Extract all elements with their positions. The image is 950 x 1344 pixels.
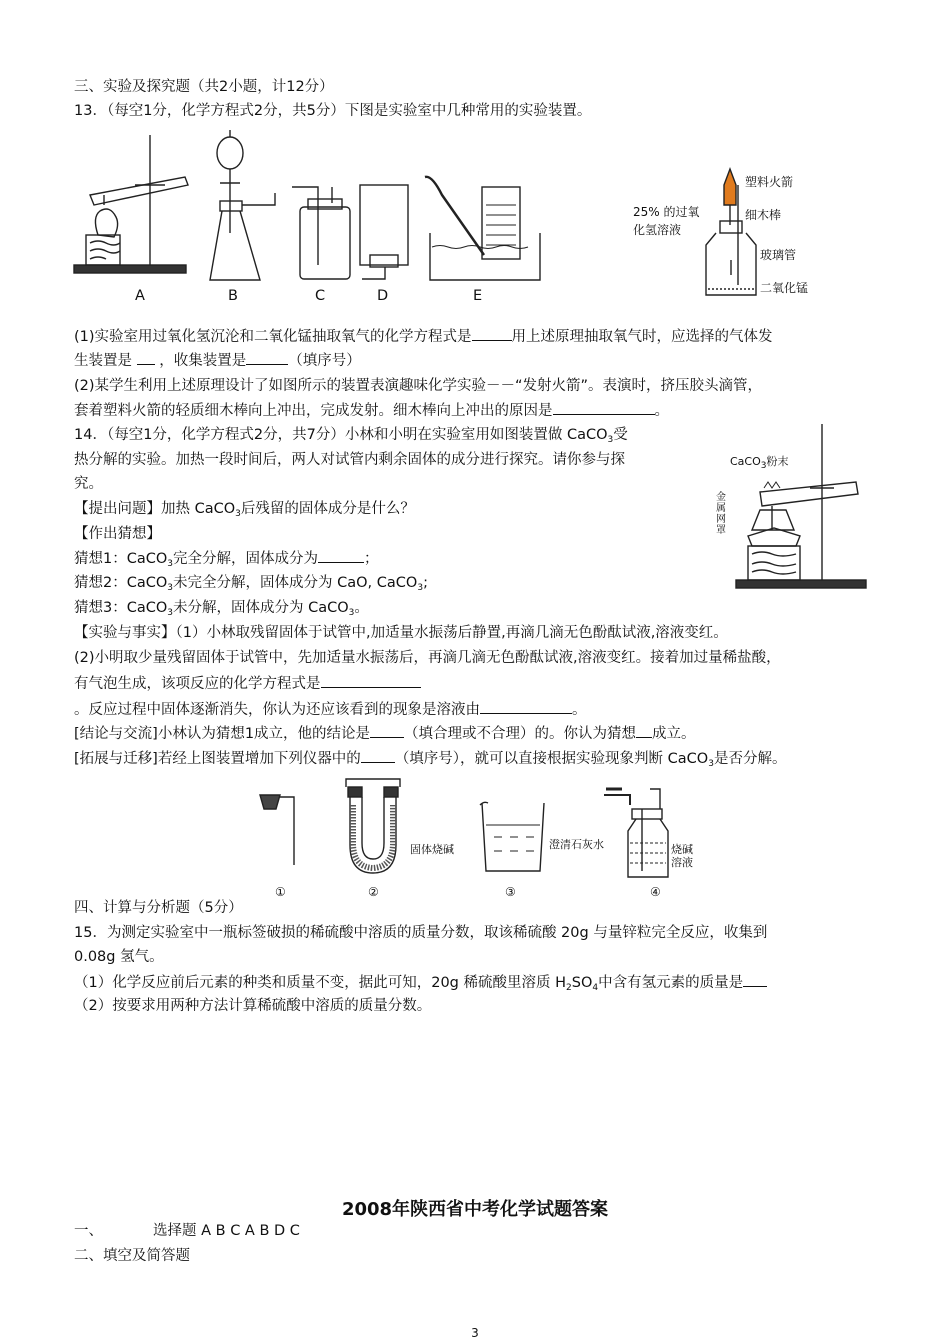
q14-question-a: 【提出问题】加热 CaCO — [74, 501, 236, 517]
q13-part2-line1: (2)某学生利用上述原理设计了如图所示的装置表演趣味化学实验－－“发射火箭”。表演时，挤压胶头滴管， — [74, 378, 763, 394]
h2-c: ; — [423, 575, 428, 591]
h2o2-label-1: 25% 的过氧 — [633, 205, 700, 219]
q14-intro-line3: 究。 — [74, 476, 103, 492]
answer-blank[interactable] — [318, 548, 364, 563]
concl-c: 成立。 — [652, 726, 696, 742]
instrument-label-1: ① — [275, 885, 286, 899]
h2-a: 猜想2：CaCO — [74, 575, 168, 591]
instrument-label-3: ③ — [505, 885, 516, 899]
q13-part1-line1 — [74, 326, 773, 347]
q14-question-b: 后残留的固体成分是什么？ — [240, 501, 415, 517]
answer-blank[interactable] — [321, 673, 421, 688]
apparatus-label-a: A — [135, 288, 145, 304]
q14-fact-4 — [74, 699, 587, 720]
caco3-heating-figure — [730, 420, 875, 590]
q15-line1: 15．为测定实验室中一瓶标签破损的稀硫酸中溶质的质量分数，取该稀硫酸 20g 与量锌粒完全反应，收集到 — [74, 925, 768, 941]
q13-p2-c: 。 — [654, 403, 669, 419]
q13-p1-c: 生装置是 — [74, 353, 132, 369]
answer-blank[interactable] — [246, 350, 288, 365]
naoh-label-2: 溶液 — [671, 856, 693, 869]
concl-b: （填合理或不合理）的。你认为猜想 — [404, 726, 637, 742]
q14-intro-a: 14．（每空1分，化学方程式2分，共7分）小林和小明在实验室用如图装置做 CaCO — [74, 427, 608, 443]
q13-p1-e: （填序号） — [288, 353, 361, 369]
answers-line1 — [74, 1221, 300, 1241]
fig-powder: 粉末 — [766, 455, 789, 468]
fig-caco3: CaCO — [730, 455, 761, 468]
h1-a: 猜想1：CaCO — [74, 551, 168, 567]
q13-part2-line2 — [74, 400, 669, 421]
ext-a: [拓展与迁移]若经上图装置增加下列仪器中的 — [74, 751, 361, 767]
soda-lime-label: 固体烧碱 — [410, 843, 454, 856]
q13-p1-a: (1)实验室用过氧化氢沉沦和二氧化锰抽取氧气的化学方程式是 — [74, 329, 472, 345]
q14-fact-1: 【实验与事实】（1）小林取残留固体于试管中,加适量水振荡后静置,再滴几滴无色酚酞试液,溶液变红。 — [74, 625, 728, 641]
q13-p2-b: 套着塑料火箭的轻质细木棒向上冲出，完成发射。细木棒向上冲出的原因是 — [74, 403, 553, 419]
apparatus-label-d: D — [377, 288, 389, 304]
apparatus-figure-a-e — [70, 125, 550, 310]
q15-1b: SO — [571, 975, 593, 991]
answer-blank[interactable] — [472, 326, 512, 341]
fact4-b: 。 — [572, 702, 587, 718]
answers-line1-b: 选择题 A B C A B D C — [153, 1223, 300, 1239]
fig-gauze-label: 金属网罩 — [716, 492, 726, 536]
apparatus-label-c: C — [315, 288, 326, 304]
instrument-label-4: ④ — [650, 885, 661, 899]
instruments-figure — [250, 775, 690, 885]
answer-blank[interactable] — [553, 400, 655, 415]
answers-line2: 二、填空及简答题 — [74, 1248, 190, 1264]
q15-1a: （1）化学反应前后元素的种类和质量不变，据此可知，20g 稀硫酸里溶质 H — [74, 975, 566, 991]
ext-c: 是否分解。 — [713, 751, 787, 767]
rocket-label: 塑料火箭 — [745, 175, 794, 189]
answer-blank[interactable] — [361, 748, 395, 763]
q14-intro-a2: 受 — [613, 427, 628, 443]
q14-hypothesis-heading: 【作出猜想】 — [74, 526, 161, 542]
q15-part1: （1）化学反应前后元素的种类和质量不变，据此可知，20g 稀硫酸里溶质 $H_2SO_4$中含有氢元素的质量是 — [74, 972, 767, 993]
section3-heading: 三、实验及探究题（共2小题，计12分） — [74, 79, 334, 95]
q14-hypothesis-3: 猜想3：CaCO$_3$未分解，固体成分为 CaCO$_3$。 — [74, 600, 369, 618]
h2-b: 未完全分解，固体成分为 CaO, CaCO — [173, 575, 418, 591]
fact3-text: 有气泡生成，该项反应的化学方程式是 — [74, 676, 321, 692]
concl-a: [结论与交流]小林认为猜想1成立，他的结论是 — [74, 726, 371, 742]
q14-fact-3 — [74, 673, 421, 694]
lime-water-label: 澄清石灰水 — [549, 838, 604, 851]
h3-a: 猜想3：CaCO — [74, 600, 168, 616]
q13-part1-line2 — [74, 350, 361, 371]
q13-p1-d: ，收集装置是 — [159, 353, 247, 369]
stick-label: 细木棒 — [745, 208, 782, 222]
instrument-label-2: ② — [368, 885, 379, 899]
q15-line2: 0.08g 氢气。 — [74, 949, 164, 965]
h3-c: 。 — [354, 600, 369, 616]
q13-intro: 13．（每空1分，化学方程式2分，共5分）下图是实验室中几种常用的实验装置。 — [74, 103, 592, 119]
section4-heading: 四、计算与分析题（5分） — [74, 900, 243, 916]
q14-hypothesis-1: 猜想1：CaCO$_3$完全分解，固体成分为 ； — [74, 548, 379, 569]
q14-extension: [拓展与迁移]若经上图装置增加下列仪器中的 （填序号），就可以直接根据实验现象判断 CaCO$_3$是否分解。 — [74, 748, 786, 769]
answer-blank[interactable] — [636, 723, 652, 738]
ext-b: （填序号），就可以直接根据实验现象判断 CaCO — [394, 751, 709, 767]
glass-tube-label: 玻璃管 — [760, 248, 797, 262]
q14-hypothesis-2: 猜想2：CaCO$_3$未完全分解，固体成分为 CaO, CaCO$_3$; — [74, 575, 428, 593]
apparatus-label-b: B — [228, 288, 238, 304]
answer-blank[interactable] — [480, 699, 572, 714]
q15-part2: （2）按要求用两种方法计算稀硫酸中溶质的质量分数。 — [74, 998, 432, 1014]
naoh-label-1: 烧碱 — [671, 843, 693, 856]
q15-1c: 中含有氢元素的质量是 — [598, 975, 744, 991]
answer-blank[interactable] — [743, 972, 767, 987]
mno2-label: 二氧化锰 — [760, 281, 809, 295]
q14-question: 【提出问题】加热 CaCO$_3$后残留的固体成分是什么？ — [74, 501, 415, 519]
h2o2-label-2: 化氢溶液 — [633, 223, 682, 237]
h1-b: 完全分解，固体成分为 — [173, 551, 319, 567]
answer-blank[interactable] — [370, 723, 404, 738]
page-number: 3 — [471, 1326, 479, 1340]
answers-line1-a: 一、 — [74, 1223, 103, 1239]
h3-b: 未分解，固体成分为 CaCO — [173, 600, 349, 616]
q14-conclusion — [74, 723, 696, 744]
q14-intro-line1: 14．（每空1分，化学方程式2分，共7分）小林和小明在实验室用如图装置做 CaCO$_3$受 — [74, 427, 628, 445]
q14-intro-line2: 热分解的实验。加热一段时间后，两人对试管内剩余固体的成分进行探究。请你参与探 — [74, 452, 625, 468]
fact4-a: 。反应过程中固体逐渐消失，你认为还应该看到的现象是溶液由 — [74, 702, 480, 718]
answers-title: 2008年陕西省中考化学试题答案 — [341, 1199, 609, 1220]
apparatus-label-e: E — [473, 288, 483, 304]
h1-c: ； — [364, 551, 379, 567]
answer-blank[interactable] — [137, 350, 155, 365]
fig-caco3-label: CaCO$_3$粉末 — [730, 455, 789, 471]
q13-p1-b: 用上述原理抽取氧气时，应选择的气体发 — [511, 329, 773, 345]
q14-fact-2: (2)小明取少量残留固体于试管中，先加适量水振荡后，再滴几滴无色酚酞试液,溶液变红。接着加过量稀盐酸， — [74, 650, 781, 666]
